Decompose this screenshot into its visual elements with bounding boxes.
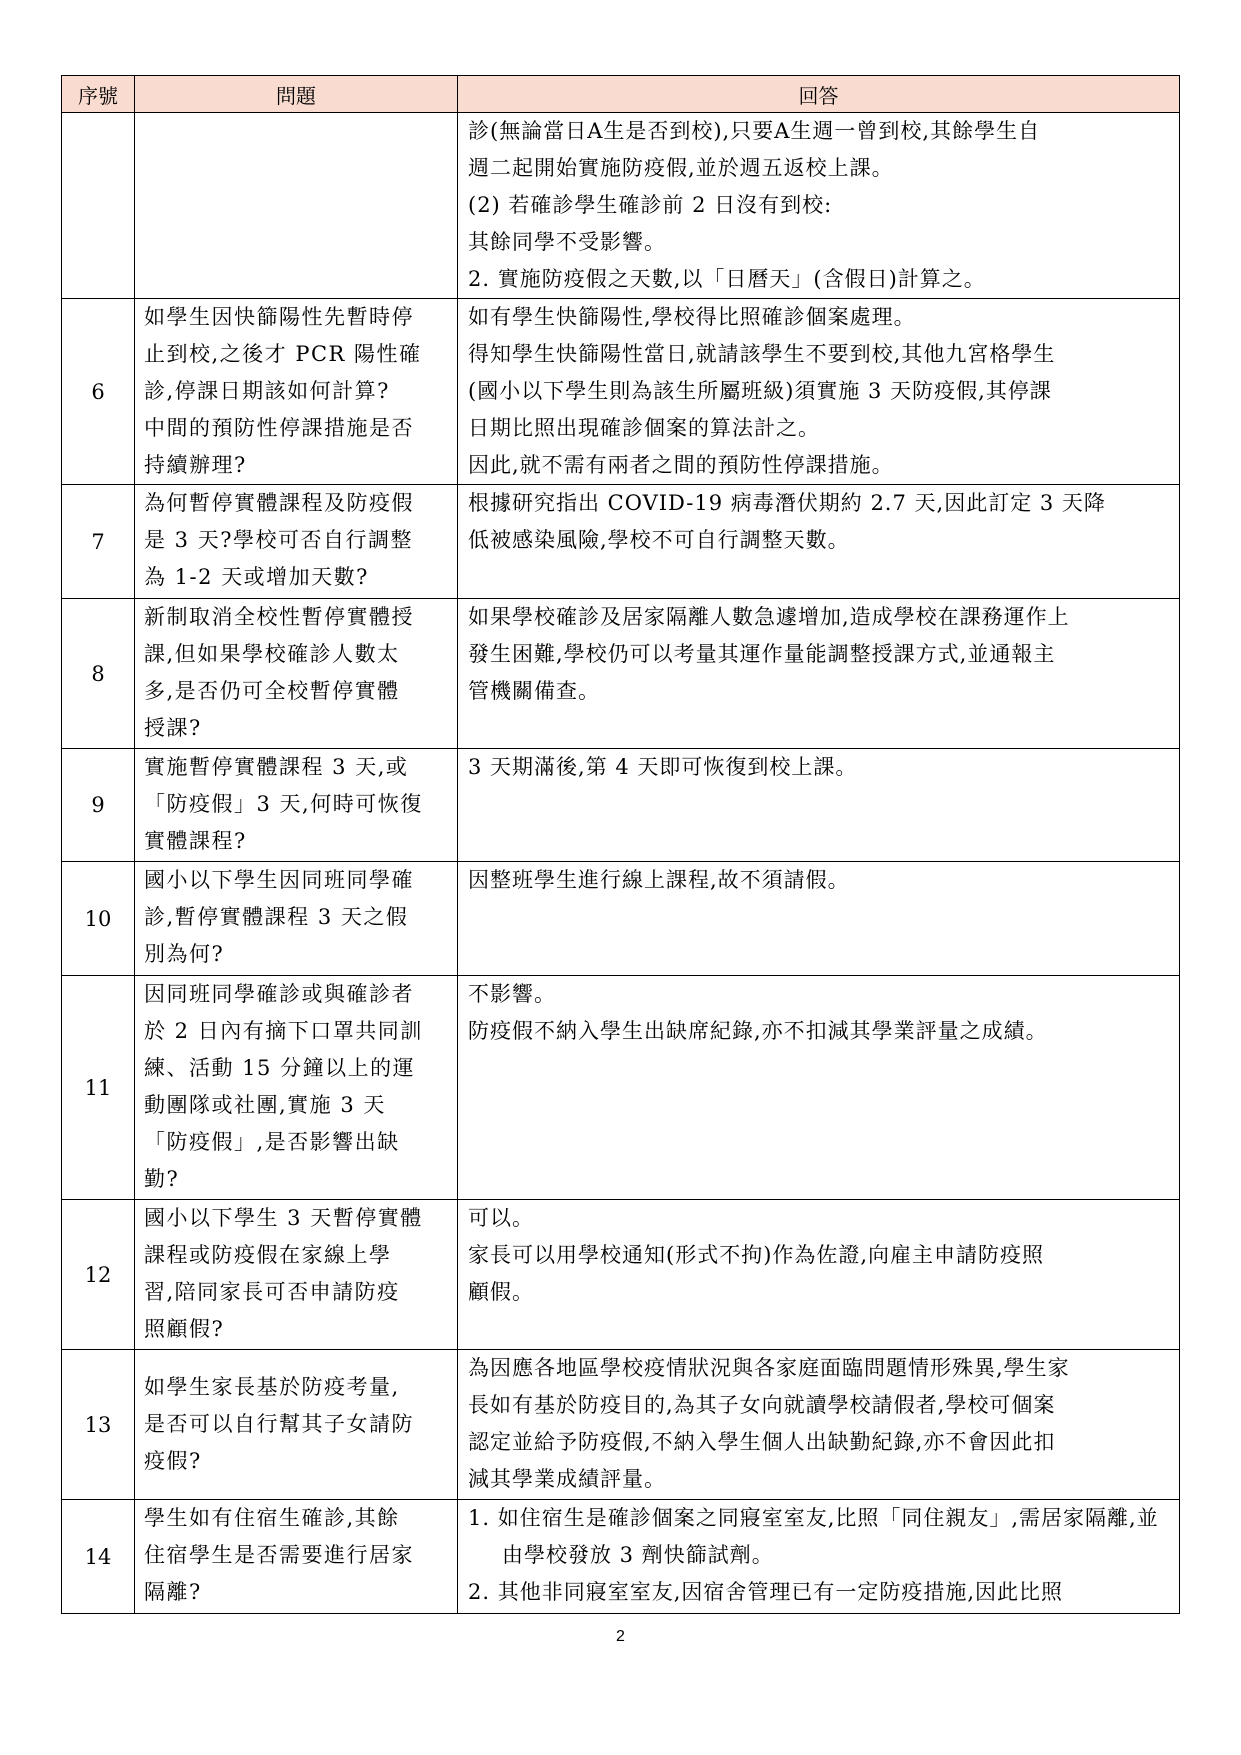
question-line: 動團隊或社團,實施 3 天 [144, 1093, 386, 1117]
question-line: 別為何? [144, 942, 225, 966]
answer-line: 3 天期滿後,第 4 天即可恢復到校上課。 [468, 755, 858, 779]
row-number: 8 [62, 599, 135, 749]
row-question [135, 1350, 458, 1500]
question-line: 照顧假? [144, 1317, 225, 1341]
answer-line: 家長可以用學校通知(形式不拘)作為佐證,向雇主申請防疫照 [468, 1243, 1045, 1267]
answer-list-item: 1. 如住宿生是確診個案之同寢室室友,比照「同住親友」,需居家隔離,並由學校發放 3 劑快篩試劑。 [468, 1506, 1159, 1567]
answer-line: 因整班學生進行線上課程,故不須請假。 [468, 868, 850, 892]
question-line: 授課? [144, 716, 202, 740]
question-line: 於 2 日內有摘下口罩共同訓 [144, 1019, 423, 1043]
row-answer [458, 485, 1180, 599]
answer-line: 如有學生快篩陽性,學校得比照確診個案處理。 [468, 305, 916, 329]
table-header-row [62, 76, 1180, 113]
row-question [135, 113, 458, 299]
row-answer [458, 113, 1180, 299]
table-row [62, 862, 1180, 976]
answer-line: 長如有基於防疫目的,為其子女向就讀學校請假者,學校可個案 [468, 1393, 1056, 1417]
question-line: 為何暫停實體課程及防疫假 [144, 491, 414, 515]
table-row [62, 113, 1180, 299]
answer-line: (國小以下學生則為該生所屬班級)須實施 3 天防疫假,其停課 [468, 379, 1052, 403]
header-answer: 回答 [458, 76, 1180, 113]
question-line: 勤? [144, 1167, 180, 1191]
question-line: 持續辦理? [144, 453, 247, 477]
question-line: 實體課程? [144, 829, 247, 853]
question-line: 多,是否仍可全校暫停實體 [144, 679, 400, 703]
faq-table [61, 75, 1180, 1614]
row-question [135, 862, 458, 976]
answer-line: 因此,就不需有兩者之間的預防性停課措施。 [468, 453, 894, 477]
question-line: 實施暫停實體課程 3 天,或 [144, 755, 409, 779]
answer-line: 為因應各地區學校疫情狀況與各家庭面臨問題情形殊異,學生家 [468, 1356, 1070, 1380]
row-question [135, 1500, 458, 1614]
row-question [135, 599, 458, 749]
page-number: 2 [616, 1628, 625, 1645]
question-line: 國小以下學生因同班同學確 [144, 868, 414, 892]
question-line: 學生如有住宿生確診,其餘 [144, 1506, 400, 1530]
question-line: 新制取消全校性暫停實體授 [144, 605, 414, 629]
row-number: 11 [62, 976, 135, 1200]
question-line: 止到校,之後才 PCR 陽性確 [144, 342, 422, 366]
question-line: 診,暫停實體課程 3 天之假 [144, 905, 409, 929]
row-number: 10 [62, 862, 135, 976]
row-question [135, 299, 458, 485]
question-line: 練、活動 15 分鐘以上的運 [144, 1056, 416, 1080]
question-line: 診,停課日期該如何計算? [144, 379, 390, 403]
question-line: 如學生家長基於防疫考量, [144, 1375, 400, 1399]
header-question: 問題 [135, 76, 458, 113]
row-answer [458, 862, 1180, 976]
row-number: 7 [62, 485, 135, 599]
row-question [135, 976, 458, 1200]
question-line: 隔離? [144, 1580, 202, 1604]
answer-line: 其餘同學不受影響。 [468, 230, 666, 254]
row-number: 12 [62, 1200, 135, 1350]
question-line: 如學生因快篩陽性先暫時停 [144, 305, 414, 329]
answer-line: 日期比照出現確診個案的算法計之。 [468, 416, 820, 440]
answer-line: 得知學生快篩陽性當日,就請該學生不要到校,其他九宮格學生 [468, 342, 1056, 366]
question-line: 是 3 天?學校可否自行調整 [144, 528, 413, 552]
row-number: 14 [62, 1500, 135, 1614]
answer-line: 減其學業成績評量。 [468, 1467, 666, 1491]
row-answer [458, 749, 1180, 862]
answer-line: 發生困難,學校仍可以考量其運作量能調整授課方式,並通報主 [468, 642, 1056, 666]
table-row [62, 599, 1180, 749]
table-row [62, 1200, 1180, 1350]
row-answer [458, 1350, 1180, 1500]
question-line: 課,但如果學校確診人數太 [144, 642, 400, 666]
row-question [135, 1200, 458, 1350]
question-line: 為 1-2 天或增加天數? [144, 565, 369, 589]
row-answer [458, 299, 1180, 485]
table-row [62, 1350, 1180, 1500]
question-line: 疫假? [144, 1449, 202, 1473]
answer-line: 可以。 [468, 1206, 534, 1230]
answer-line: 2. 實施防疫假之天數,以「日曆天」(含假日)計算之。 [468, 267, 986, 291]
answer-line: 顧假。 [468, 1280, 534, 1304]
row-number: 9 [62, 749, 135, 862]
answer-line: 低被感染風險,學校不可自行調整天數。 [468, 528, 850, 552]
question-line: 「防疫假」,是否影響出缺 [144, 1130, 400, 1154]
question-line: 住宿學生是否需要進行居家 [144, 1543, 414, 1567]
row-question [135, 749, 458, 862]
answer-line: 診(無論當日A生是否到校),只要A生週一曾到校,其餘學生自 [468, 119, 1041, 143]
answer-line: 如果學校確診及居家隔離人數急遽增加,造成學校在課務運作上 [468, 605, 1070, 629]
question-line: 中間的預防性停課措施是否 [144, 416, 414, 440]
question-line: 課程或防疫假在家線上學 [144, 1243, 392, 1267]
answer-line: 認定並給予防疫假,不納入學生個人出缺勤紀錄,亦不會因此扣 [468, 1430, 1056, 1454]
answer-line: 防疫假不納入學生出缺席紀錄,亦不扣減其學業評量之成績。 [468, 1019, 1048, 1043]
row-answer [458, 599, 1180, 749]
row-answer [458, 1200, 1180, 1350]
question-line: 因同班同學確診或與確診者 [144, 982, 414, 1006]
row-answer [458, 976, 1180, 1200]
table-row [62, 1500, 1180, 1614]
answer-line: 管機關備查。 [468, 679, 600, 703]
table-row [62, 485, 1180, 599]
answer-line: 根據研究指出 COVID-19 病毒潛伏期約 2.7 天,因此訂定 3 天降 [468, 491, 1106, 515]
row-number: 6 [62, 299, 135, 485]
row-number: 13 [62, 1350, 135, 1500]
table-row [62, 749, 1180, 862]
question-line: 國小以下學生 3 天暫停實體 [144, 1206, 423, 1230]
answer-line: 不影響。 [468, 982, 556, 1006]
table-row [62, 976, 1180, 1200]
question-line: 「防疫假」3 天,何時可恢復 [144, 792, 423, 816]
row-question [135, 485, 458, 599]
answer-list-item: 2. 其他非同寢室室友,因宿舍管理已有一定防疫措施,因此比照 [468, 1580, 1064, 1604]
question-line: 習,陪同家長可否申請防疫 [144, 1280, 400, 1304]
answer-line: 週二起開始實施防疫假,並於週五返校上課。 [468, 156, 894, 180]
question-line: 是否可以自行幫其子女請防 [144, 1412, 414, 1436]
row-number [62, 113, 135, 299]
table-row [62, 299, 1180, 485]
header-number: 序號 [62, 76, 135, 113]
answer-line: (2) 若確診學生確診前 2 日沒有到校: [468, 193, 833, 217]
row-answer [458, 1500, 1180, 1614]
